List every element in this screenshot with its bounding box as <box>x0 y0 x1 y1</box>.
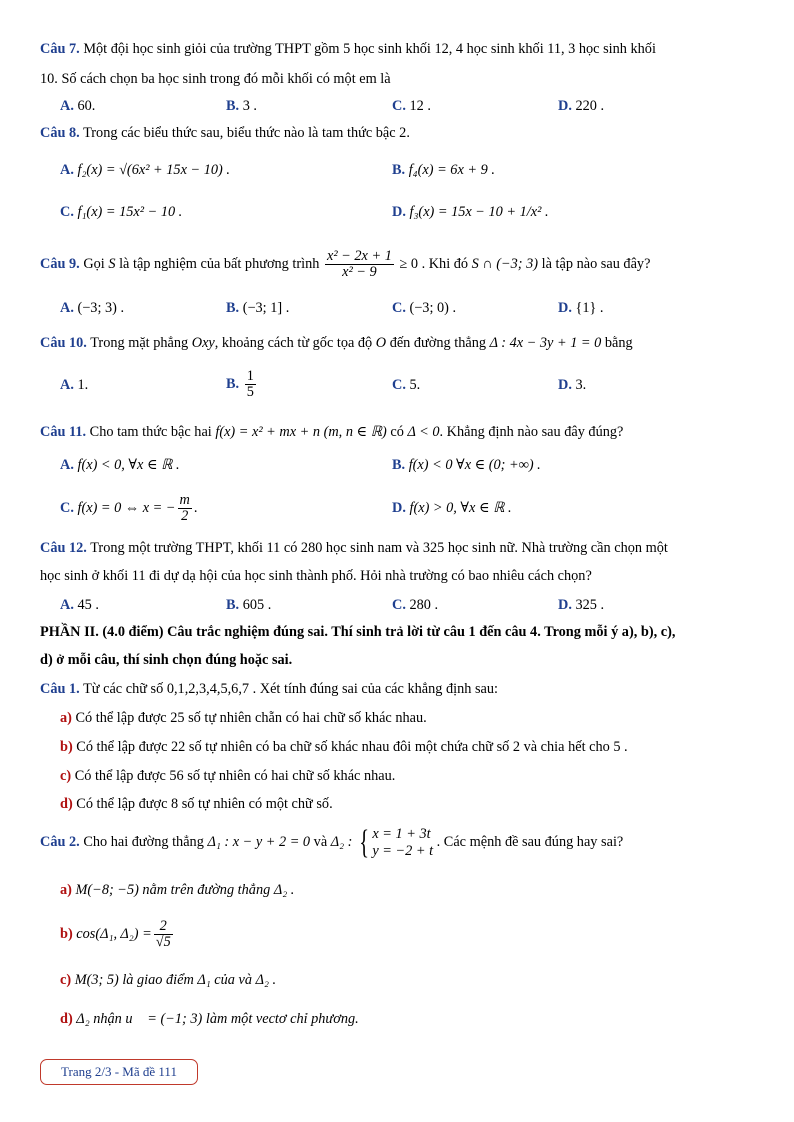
p2q2-line: Câu 2. Cho hai đường thẳng Δ₁ : x − y + 2 = 0 và Δ₂ : { x = 1 + 3t y = −2 + t . Các mệnh đề sau đúng hay sai? <box>40 824 624 862</box>
q8-option-a: A. f₂(x) = √(6x² + 15x − 10) . <box>60 162 230 178</box>
p2q1-item-b: b) Có thể lập được 22 số tự nhiên có ba chữ số khác nhau đôi một chứa chữ số 2 và chia hết cho 5 . <box>60 739 628 755</box>
q7-option-d: D. 220 . <box>558 98 605 114</box>
q12-line2: học sinh ở khối 11 đi dự dạ hội của học sinh thành phố. Hỏi nhà trường có bao nhiêu cách chọn? <box>40 568 592 584</box>
q8-option-b: B. f₄(x) = 6x + 9 . <box>392 162 495 178</box>
q9-option-c: C. (−3; 0) . <box>392 300 457 316</box>
q8-text: Trong các biểu thức sau, biểu thức nào là tam thức bậc 2. <box>83 125 410 141</box>
p2q2-item-b: b) cos(Δ₁, Δ₂) = $\frac{2}{√5}$ <box>60 918 171 951</box>
q11-label: Câu 11. <box>40 424 87 440</box>
part2-heading-line1: PHẦN II. (4.0 điểm) Câu trắc nghiệm đúng sai. Thí sinh trả lời từ câu 1 đến câu 4. Trong mỗi ý a), b), c), <box>40 624 676 640</box>
page-footer: Trang 2/3 - Mã đề 111 <box>40 1059 198 1085</box>
q9-line: Câu 9. Gọi S là tập nghiệm của bất phương trình $\frac{\text{x² − 2x + 1}}{\text{x² − 9}}$ ≥ 0 . Khi đó S ∩ (−3; 3) là tập nào sau đây? <box>40 248 651 281</box>
q12-line1: Câu 12. Trong một trường THPT, khối 11 có 280 học sinh nam và 325 học sinh nữ. Nhà trường cần chọn một <box>40 540 668 556</box>
q8-option-d: D. f₃(x) = 15x − 10 + 1/x² . <box>392 204 549 220</box>
brace-symbol: { <box>359 824 370 862</box>
part2-heading-line2: d) ở mỗi câu, thí sinh chọn đúng hoặc sai. <box>40 652 293 668</box>
q12-label: Câu 12. <box>40 540 87 556</box>
q10-option-c: C. 5. <box>392 377 421 393</box>
q9-label: Câu 9. <box>40 256 80 272</box>
q11-option-b: B. f(x) < 0 ∀x ∈ (0; +∞) . <box>392 457 541 473</box>
q9-option-d: D. {1} . <box>558 300 604 316</box>
q7-text1: Một đội học sinh giỏi của trường THPT gồm 5 học sinh khối 12, 4 học sinh khối 11, 3 học sinh khối <box>83 41 656 57</box>
q9-option-b: B. (−3; 1] . <box>226 300 290 316</box>
p2q2-system: { x = 1 + 3t y = −2 + t <box>359 824 434 862</box>
q11-option-d: D. f(x) > 0, ∀x ∈ ℝ . <box>392 500 512 516</box>
q11-line: Câu 11. Cho tam thức bậc hai f(x) = x² + mx + n (m, n ∈ ℝ) có Δ < 0. Khẳng định nào sau đây đúng? <box>40 424 624 440</box>
q10-line: Câu 10. Trong mặt phẳng Oxy, khoảng cách từ gốc tọa độ O đến đường thẳng Δ : 4x − 3y + 1 = 0 bằng <box>40 335 633 351</box>
q12-option-b: B. 605 . <box>226 597 272 613</box>
q12-option-c: C. 280 . <box>392 597 439 613</box>
q9-option-a: A. (−3; 3) . <box>60 300 125 316</box>
q11-option-c: C. f(x) = 0 ⇔ x = − $\frac{m}{2}$ . <box>60 492 198 525</box>
q9-fraction: $\frac{\text{x² − 2x + 1}}{\text{x² − 9}}$ <box>326 248 392 281</box>
q12-option-d: D. 325 . <box>558 597 605 613</box>
p2q1-item-d: d) Có thể lập được 8 số tự nhiên có một chữ số. <box>60 796 333 812</box>
q10-label: Câu 10. <box>40 335 87 351</box>
q7-label: Câu 7. <box>40 41 80 57</box>
q7-line2: 10. Số cách chọn ba học sinh trong đó mỗi khối có một em là <box>40 71 391 87</box>
p2q1-line: Câu 1. Từ các chữ số 0,1,2,3,4,5,6,7 . Xét tính đúng sai của các khẳng định sau: <box>40 681 498 697</box>
q12-option-a: A. 45 . <box>60 597 99 613</box>
q7-option-b: B. 3 . <box>226 98 257 114</box>
q7-option-c: C. 12 . <box>392 98 431 114</box>
p2q2-item-a: a) M(−8; −5) nằm trên đường thẳng Δ₂ . <box>60 882 295 898</box>
p2q2-item-c: c) M(3; 5) là giao điểm Δ₁ của và Δ₂ . <box>60 972 277 988</box>
p2q1-item-a: a) Có thể lập được 25 số tự nhiên chẵn có hai chữ số khác nhau. <box>60 710 427 726</box>
q10-option-a: A. 1. <box>60 377 89 393</box>
p2q2-label: Câu 2. <box>40 834 80 850</box>
q8-line <box>40 124 410 142</box>
p2q1-item-c: c) Có thể lập được 56 số tự nhiên có hai chữ số khác nhau. <box>60 768 396 784</box>
p2q1-label: Câu 1. <box>40 681 80 697</box>
q11-option-a: A. f(x) < 0, ∀x ∈ ℝ . <box>60 457 180 473</box>
q10-option-d: D. 3. <box>558 377 587 393</box>
q7-option-a: A. 60. <box>60 98 96 114</box>
q10-option-b: B. $\frac{1}{5}$ <box>226 368 254 401</box>
q8-option-c: C. f₁(x) = 15x² − 10 . <box>60 204 183 220</box>
q8-label: Câu 8. <box>40 125 80 141</box>
p2q2-item-d: d) Δ₂ nhận u⃗ = (−1; 3) làm một vectơ chỉ phương. <box>60 1011 359 1027</box>
q7-line1 <box>40 40 656 58</box>
